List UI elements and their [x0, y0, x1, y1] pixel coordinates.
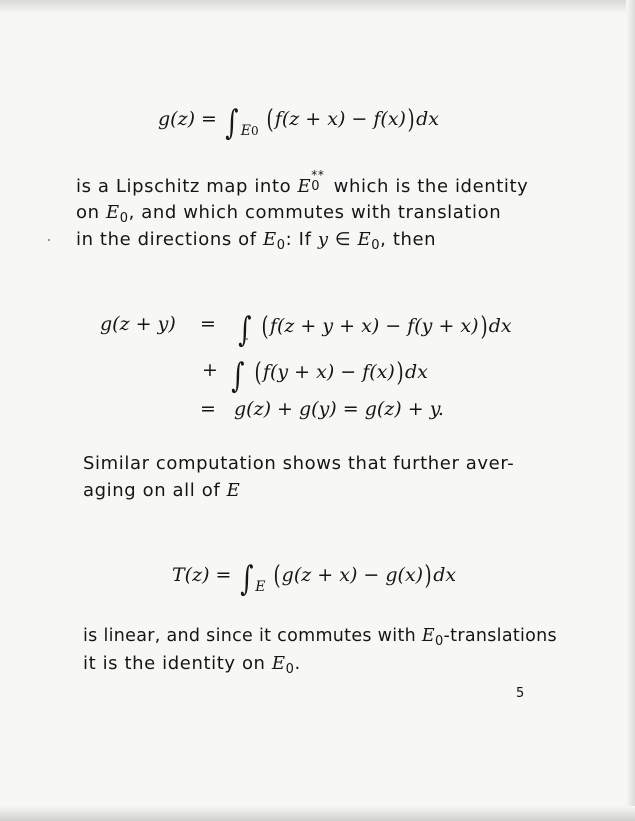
- close-paren: ): [407, 105, 415, 135]
- differential: dx: [416, 108, 440, 130]
- differential: dx: [433, 564, 457, 586]
- equation-lhs: T(z) =: [172, 564, 232, 586]
- equation-lhs: g(z) =: [158, 108, 217, 130]
- integral-sign: ∫: [225, 103, 239, 143]
- equation2-row1-lhs: g(z + y): [100, 313, 176, 335]
- integral-domain: E0: [240, 123, 259, 139]
- paragraph1-line2: on $E_0$, and which commutes with translation: [76, 202, 502, 226]
- equation2-row2-rhs: ∫ (f(y + x) − f(x))dx: [231, 356, 428, 396]
- scan-edge-right: [626, 0, 635, 821]
- integral-sign: ∫: [231, 356, 245, 396]
- open-paren: (: [266, 105, 274, 135]
- scan-speck: [48, 239, 50, 241]
- paragraph1-line1: is a Lipschitz map into E ** 0 which is the identity: [76, 168, 529, 197]
- paragraph1-line3: in the directions of $E_0$: If y ∈ $E_0$, then: [76, 229, 437, 253]
- equation2-row2-op: +: [202, 359, 218, 381]
- integral-domain: E: [255, 579, 266, 595]
- equation2-row3-op: =: [200, 398, 216, 420]
- equation2-row1-op: =: [200, 313, 216, 335]
- equation-g-definition: [158, 103, 440, 143]
- equation2-row3-rhs: g(z) + g(y) = g(z) + y.: [234, 398, 444, 420]
- paragraph2-line1: Similar computation shows that further aver-: [83, 453, 515, 474]
- scan-edge-bottom: [0, 806, 635, 821]
- scan-edge-top: [0, 0, 635, 14]
- equation2-row1-rhs: ∫ (f(z + y + x) − f(y + x))dx: [238, 310, 512, 350]
- integrand: f(z + x) − f(x): [274, 108, 406, 130]
- paragraph2-line2: aging on all of E: [83, 480, 241, 501]
- equation-T-definition: T(z) = ∫ $_E$ (g(z + x) − g(x))dx: [172, 559, 457, 599]
- paragraph3-line2: it is the identity on $E_0$.: [83, 653, 301, 677]
- paragraph3-line1: is linear, and since it commutes with $E_0$-translations: [83, 626, 557, 649]
- integral-sign: ∫: [239, 559, 254, 599]
- integral-sign: ∫: [238, 310, 252, 350]
- page-number: 5: [516, 686, 525, 701]
- integrand: g(z + x) − g(x): [281, 564, 424, 586]
